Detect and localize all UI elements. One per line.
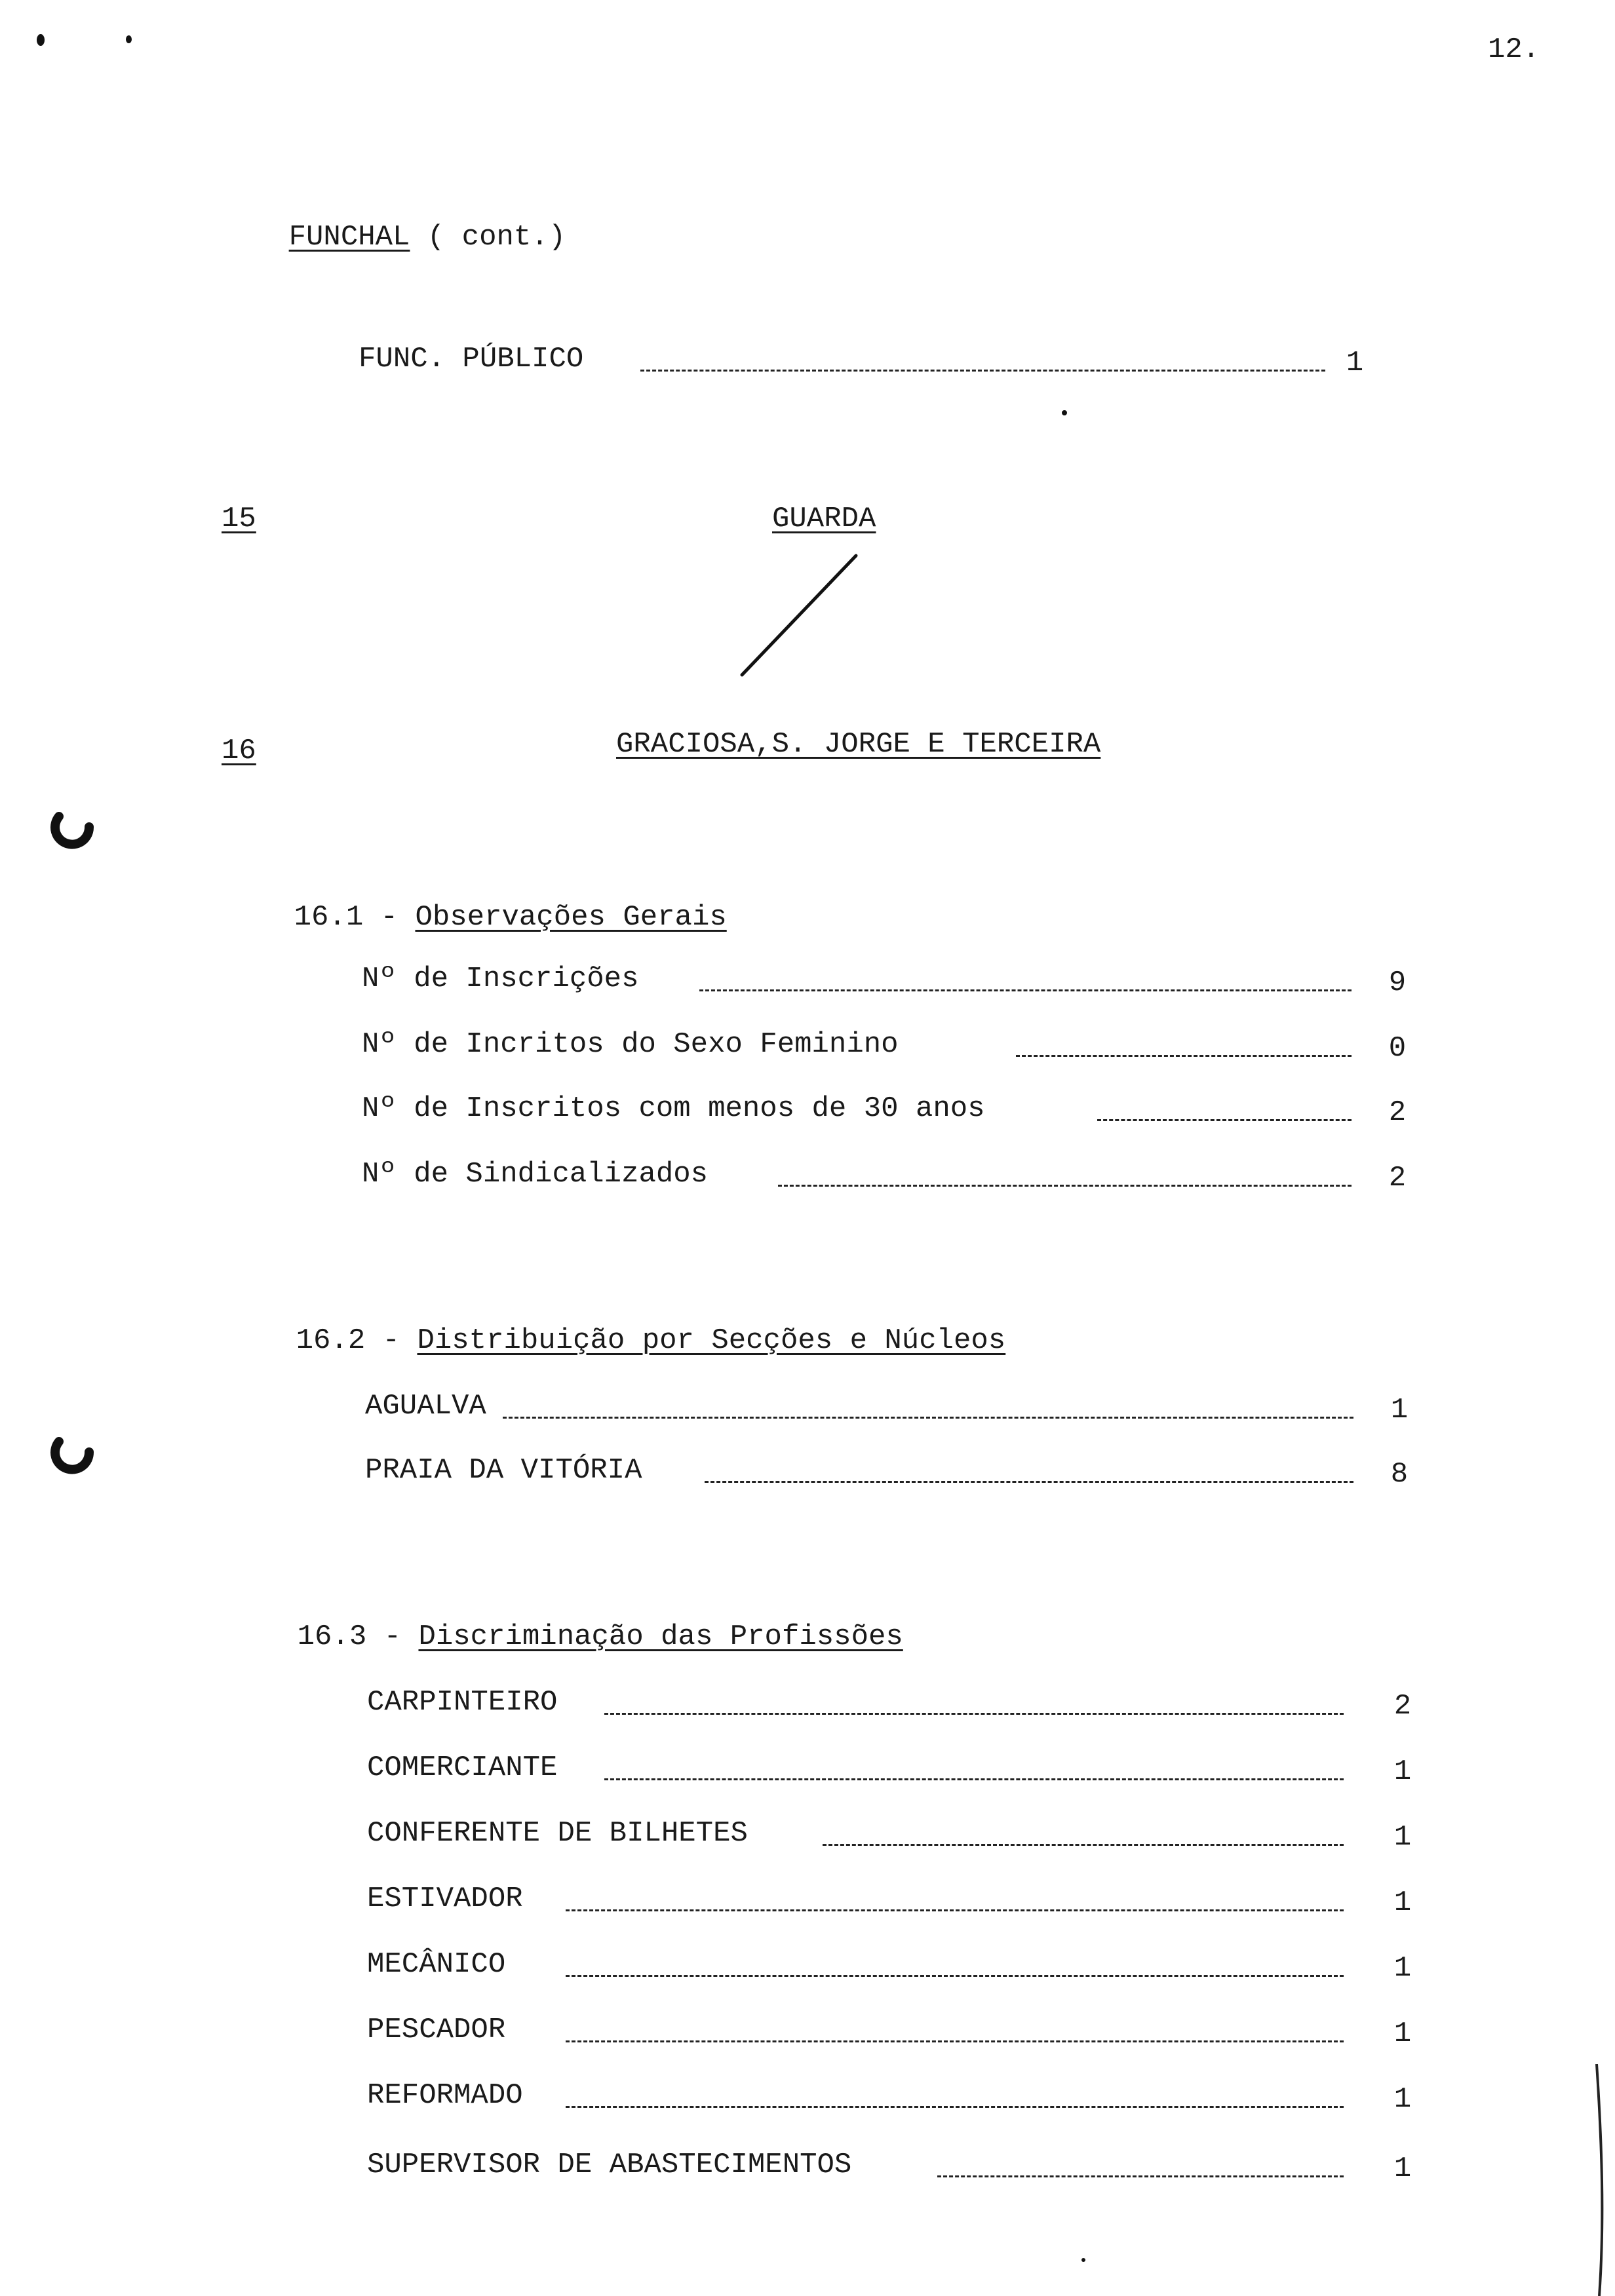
leader-dashes bbox=[604, 1713, 1344, 1715]
continued-item-label: FUNC. PÚBLICO bbox=[359, 343, 584, 375]
leader-dashes bbox=[640, 370, 1325, 372]
list-item-label: Nº de Sindicalizados bbox=[362, 1158, 709, 1191]
leader-dashes bbox=[604, 1778, 1344, 1780]
leader-dashes bbox=[566, 1975, 1344, 1977]
list-item-value: 1 bbox=[1393, 2018, 1412, 2050]
continued-item-value: 1 bbox=[1346, 347, 1364, 379]
list-item bbox=[365, 1388, 1427, 1425]
list-item-value: 8 bbox=[1390, 1458, 1409, 1491]
list-item bbox=[362, 1090, 1424, 1127]
binder-hole-mark-icon bbox=[46, 807, 98, 860]
handwritten-slash-mark bbox=[734, 550, 865, 681]
subsection-16-3-title: Discriminação das Profissões bbox=[418, 1620, 903, 1653]
list-item-label: ESTIVADOR bbox=[367, 1883, 523, 1915]
list-item-label: REFORMADO bbox=[367, 2079, 523, 2112]
list-item bbox=[365, 1452, 1427, 1489]
scan-speck bbox=[126, 35, 132, 43]
list-item bbox=[367, 1815, 1429, 1852]
list-item bbox=[367, 1750, 1429, 1786]
leader-dashes bbox=[566, 1909, 1344, 1911]
section-15-title: GUARDA bbox=[772, 503, 876, 535]
leader-dashes bbox=[566, 2040, 1344, 2042]
scan-speck bbox=[1081, 2258, 1085, 2262]
list-item-value: 2 bbox=[1388, 1096, 1407, 1129]
leader-dashes bbox=[823, 1844, 1344, 1846]
list-item-value: 1 bbox=[1393, 1886, 1412, 1919]
header-suffix: ( cont.) bbox=[427, 221, 566, 254]
list-item bbox=[367, 1684, 1429, 1721]
continued-item-row bbox=[359, 341, 1381, 377]
list-item bbox=[362, 1026, 1424, 1063]
leader-dashes bbox=[566, 2106, 1344, 2108]
leader-dashes bbox=[778, 1185, 1352, 1187]
list-item bbox=[367, 2077, 1429, 2114]
list-item bbox=[362, 961, 1424, 997]
list-item-value: 1 bbox=[1393, 1755, 1412, 1788]
list-item-value: 9 bbox=[1388, 966, 1407, 999]
list-item-label: PRAIA DA VITÓRIA bbox=[365, 1454, 642, 1487]
subsection-16-2-prefix: 16.2 - bbox=[296, 1324, 400, 1357]
scan-speck bbox=[37, 34, 45, 46]
leader-dashes bbox=[937, 2175, 1344, 2177]
leader-dashes bbox=[1097, 1119, 1352, 1121]
list-item-value: 1 bbox=[1393, 1952, 1412, 1985]
list-item-value: 2 bbox=[1393, 1690, 1412, 1723]
list-item-label: MECÂNICO bbox=[367, 1948, 506, 1981]
list-item-label: Nº de Incritos do Sexo Feminino bbox=[362, 1028, 899, 1061]
binder-hole-mark-icon bbox=[46, 1432, 98, 1485]
subsection-16-2-title: Distribuição por Secções e Núcleos bbox=[417, 1324, 1006, 1357]
document-header bbox=[220, 182, 566, 292]
section-16-number: 16 bbox=[222, 735, 256, 767]
list-item-value: 1 bbox=[1390, 1394, 1409, 1426]
subsection-16-2-heading bbox=[227, 1286, 1005, 1396]
list-item bbox=[367, 1881, 1429, 1917]
list-item-value: 1 bbox=[1393, 2083, 1412, 2116]
subsection-16-1-title: Observações Gerais bbox=[415, 901, 727, 934]
subsection-16-1-heading bbox=[225, 862, 727, 972]
list-item-label: AGUALVA bbox=[365, 1390, 486, 1423]
list-item bbox=[367, 2012, 1429, 2048]
list-item bbox=[367, 2147, 1429, 2183]
list-item-label: PESCADOR bbox=[367, 2014, 506, 2046]
scan-speck bbox=[1062, 410, 1067, 415]
subsection-16-3-heading bbox=[228, 1582, 903, 1692]
leader-dashes bbox=[705, 1481, 1353, 1483]
leader-dashes bbox=[503, 1417, 1353, 1419]
list-item bbox=[367, 1946, 1429, 1983]
list-item-value: 1 bbox=[1393, 2152, 1412, 2185]
leader-dashes bbox=[1016, 1055, 1352, 1057]
list-item-label: Nº de Inscritos com menos de 30 anos bbox=[362, 1092, 985, 1125]
list-item-label: CARPINTEIRO bbox=[367, 1686, 558, 1719]
list-item bbox=[362, 1156, 1424, 1193]
list-item-value: 0 bbox=[1388, 1032, 1407, 1065]
section-15-number: 15 bbox=[222, 503, 256, 535]
list-item-value: 1 bbox=[1393, 1821, 1412, 1854]
header-title: FUNCHAL bbox=[288, 221, 410, 254]
section-16-title: GRACIOSA,S. JORGE E TERCEIRA bbox=[616, 728, 1101, 761]
list-item-label: CONFERENTE DE BILHETES bbox=[367, 1817, 748, 1850]
list-item-label: COMERCIANTE bbox=[367, 1751, 558, 1784]
subsection-16-3-prefix: 16.3 - bbox=[297, 1620, 402, 1653]
subsection-16-1-prefix: 16.1 - bbox=[294, 901, 399, 934]
list-item-label: SUPERVISOR DE ABASTECIMENTOS bbox=[367, 2149, 852, 2181]
page-number: 12. bbox=[1488, 33, 1540, 66]
leader-dashes bbox=[699, 989, 1352, 991]
list-item-value: 2 bbox=[1388, 1162, 1407, 1195]
page-edge-line bbox=[1593, 2064, 1615, 2296]
list-item-label: Nº de Inscrições bbox=[362, 963, 639, 995]
